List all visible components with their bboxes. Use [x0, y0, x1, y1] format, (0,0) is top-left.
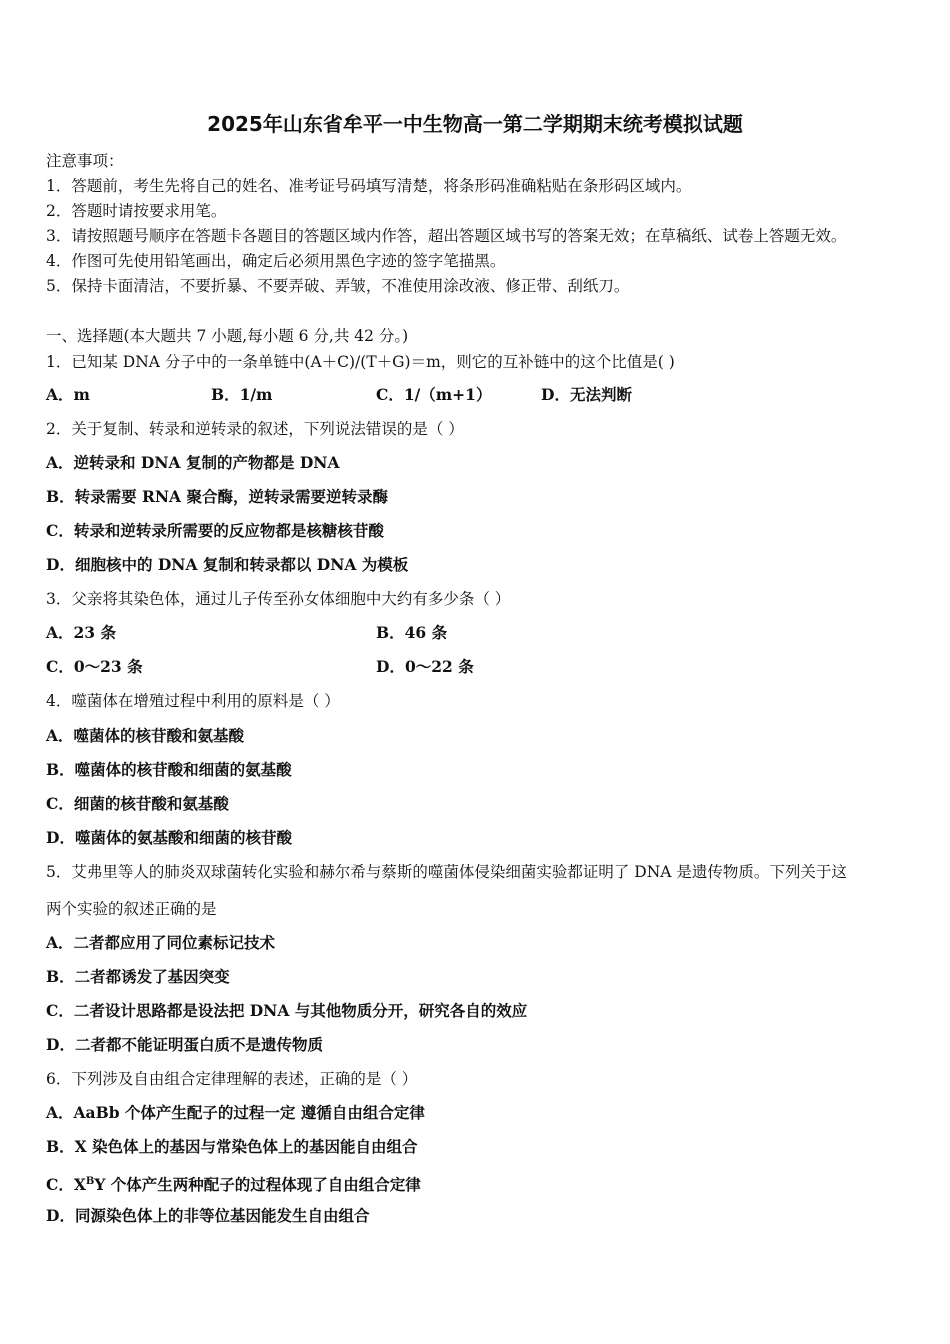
- option: B．转录需要 RNA 聚合酶，逆转录需要逆转录酶: [46, 487, 388, 506]
- option: B．X 染色体上的基因与常染色体上的基因能自由组合: [46, 1137, 418, 1156]
- option: A．二者都应用了同位素标记技术: [46, 933, 276, 952]
- question-stem: 6．下列涉及自由组合定律理解的表述，正确的是（ ）: [46, 1070, 418, 1088]
- option: D．二者都不能证明蛋白质不是遗传物质: [46, 1035, 323, 1054]
- option: B．46 条: [376, 623, 448, 642]
- question-stem: 1．已知某 DNA 分子中的一条单链中(A＋C)/(T＋G)＝m，则它的互补链中的这个比值是( ): [46, 353, 675, 371]
- option: D．同源染色体上的非等位基因能发生自由组合: [46, 1206, 370, 1225]
- option: B．1/m: [211, 385, 273, 404]
- question-stem: 2．关于复制、转录和逆转录的叙述，下列说法错误的是（ ）: [46, 420, 464, 438]
- option-text: Y 个体产生两种配子的过程体现了自由组合定律: [94, 1175, 421, 1195]
- option: D．细胞核中的 DNA 复制和转录都以 DNA 为模板: [46, 555, 409, 574]
- note-item: 3．请按照题号顺序在答题卡各题目的答题区域内作答，超出答题区域书写的答案无效；在草稿纸、试卷上答题无效。: [46, 227, 847, 245]
- option-text: C．X: [46, 1175, 86, 1195]
- question-stem-continued: 两个实验的叙述正确的是: [46, 900, 217, 918]
- question-stem: 3．父亲将其染色体，通过儿子传至孙女体细胞中大约有多少条（ ）: [46, 590, 511, 608]
- section-heading: 一、选择题(本大题共 7 小题,每小题 6 分,共 42 分。): [46, 327, 409, 345]
- option: B．二者都诱发了基因突变: [46, 967, 230, 986]
- option: A．m: [46, 385, 90, 404]
- option: A．噬菌体的核苷酸和氨基酸: [46, 726, 245, 745]
- superscript: B: [85, 1176, 95, 1187]
- note-item: 1．答题前，考生先将自己的姓名、准考证号码填写清楚，将条形码准确粘贴在条形码区域内。: [46, 177, 692, 195]
- option: C．0～23 条: [46, 657, 143, 676]
- note-item: 4．作图可先使用铅笔画出，确定后必须用黑色字迹的签字笔描黑。: [46, 252, 506, 270]
- notes-heading: 注意事项：: [46, 152, 124, 170]
- option: C．二者设计思路都是设法把 DNA 与其他物质分开，研究各自的效应: [46, 1001, 528, 1020]
- question-stem: 5．艾弗里等人的肺炎双球菌转化实验和赫尔希与蔡斯的噬菌体侵染细菌实验都证明了 DNA 是遗传物质。下列关于这: [46, 863, 847, 881]
- option: D．噬菌体的氨基酸和细菌的核苷酸: [46, 828, 292, 847]
- note-item: 5．保持卡面清洁，不要折暴、不要弄破、弄皱，不准使用涂改液、修正带、刮纸刀。: [46, 277, 630, 295]
- option: D．无法判断: [541, 385, 632, 404]
- option: B．噬菌体的核苷酸和细菌的氨基酸: [46, 760, 292, 779]
- option: C．1/（m+1）: [376, 385, 492, 404]
- option: C．转录和逆转录所需要的反应物都是核糖核苷酸: [46, 521, 384, 540]
- note-item: 2．答题时请按要求用笔。: [46, 202, 227, 220]
- page-title: 2025年山东省牟平一中生物高一第二学期期末统考模拟试题: [207, 112, 743, 136]
- option: A．23 条: [46, 623, 116, 642]
- option: A．AaBb 个体产生配子的过程一定 遵循自由组合定律: [46, 1103, 425, 1122]
- option: [46, 1172, 421, 1195]
- option: A．逆转录和 DNA 复制的产物都是 DNA: [46, 453, 340, 472]
- question-stem: 4．噬菌体在增殖过程中利用的原料是（ ）: [46, 692, 340, 710]
- option: D．0～22 条: [376, 657, 474, 676]
- option: C．细菌的核苷酸和氨基酸: [46, 794, 229, 813]
